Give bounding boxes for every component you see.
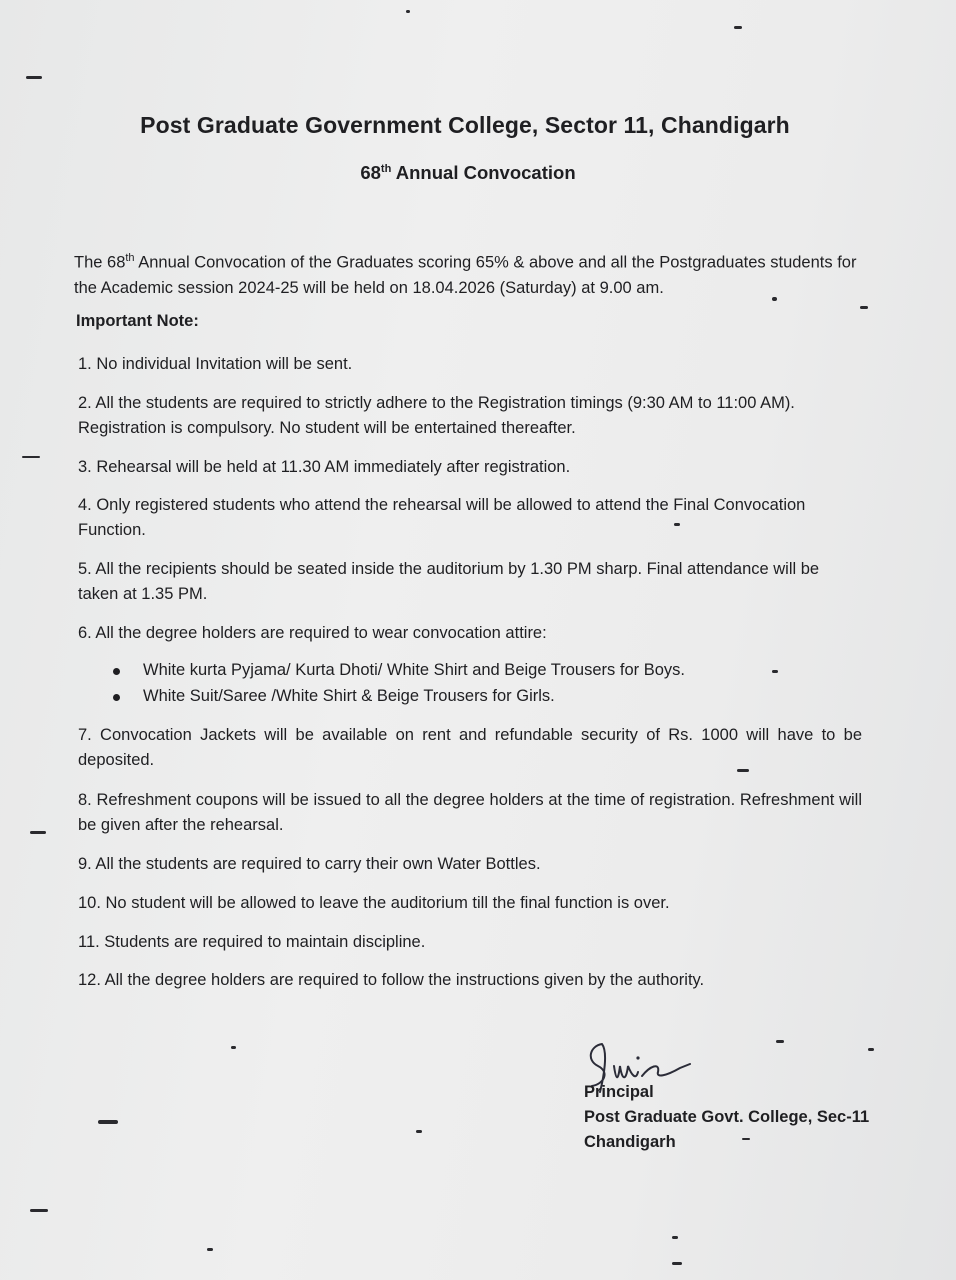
attire-list	[110, 657, 810, 709]
intro-prefix: The 68	[74, 253, 126, 272]
signatory-title: Principal	[584, 1083, 654, 1101]
paper-speck	[734, 26, 742, 29]
note-item-1: 1. No individual Invitation will be sent.	[78, 355, 353, 373]
attire-item-boys: White kurta Pyjama/ Kurta Dhoti/ White Shirt and Beige Trousers for Boys.	[110, 657, 810, 683]
paper-speck	[860, 306, 868, 309]
signatory-city: Chandigarh	[584, 1133, 676, 1151]
paper-speck	[207, 1248, 213, 1251]
note-item-3: 3. Rehearsal will be held at 11.30 AM immediately after registration.	[78, 458, 571, 476]
college-title: Post Graduate Government College, Sector 11, Chandigarh	[140, 112, 790, 138]
paper-speck	[98, 1120, 118, 1124]
paper-speck	[672, 1236, 678, 1239]
event-title-text: Annual Convocation	[391, 162, 576, 183]
note-item-6: 6. All the degree holders are required to wear convocation attire:	[78, 624, 547, 642]
paper-speck	[868, 1048, 874, 1051]
note-item-10: 10. No student will be allowed to leave the auditorium till the final function is over.	[78, 894, 670, 912]
paper-speck	[416, 1130, 422, 1133]
important-note-heading: Important Note:	[76, 312, 199, 330]
note-item-11: 11. Students are required to maintain discipline.	[78, 933, 426, 951]
signatory-block	[584, 1080, 869, 1155]
attire-item-girls: White Suit/Saree /White Shirt & Beige Trousers for Girls.	[110, 683, 810, 709]
paper-speck	[231, 1046, 236, 1049]
intro-ordinal: th	[125, 252, 135, 264]
paper-speck	[26, 76, 42, 79]
intro-paragraph	[74, 246, 864, 301]
event-title-number: 68	[360, 162, 381, 183]
note-item-5: 5. All the recipients should be seated inside the auditorium by 1.30 PM sharp. Final attendance will be taken at 1.35 PM.	[78, 560, 820, 603]
paper-speck	[406, 10, 410, 13]
paper-speck	[22, 456, 40, 458]
signatory-institution: Post Graduate Govt. College, Sec-11	[584, 1108, 870, 1126]
note-item-12: 12. All the degree holders are required to follow the instructions given by the authority.	[78, 971, 705, 989]
note-item-2: 2. All the students are required to strictly adhere to the Registration timings (9:30 AM to 11:00 AM). Registration is compulsory. No student will be entertained thereafter.	[78, 394, 795, 437]
paper-speck	[30, 1209, 48, 1212]
paper-speck	[30, 831, 46, 834]
paper-speck	[776, 1040, 784, 1043]
paper-speck	[672, 1262, 682, 1265]
note-item-9: 9. All the students are required to carry their own Water Bottles.	[78, 855, 541, 873]
note-item-7: 7. Convocation Jackets will be available on rent and refundable security of Rs. 1000 will have to be deposited.	[78, 726, 862, 769]
note-item-8: 8. Refreshment coupons will be issued to all the degree holders at the time of registration. Refreshment will be given after the rehearsal.	[78, 791, 862, 834]
intro-text: Annual Convocation of the Graduates scoring 65% & above and all the Postgraduates students for the Academic session 2024-25 will be held on 18.04.2026 (Saturday) at 9.00 am.	[74, 253, 857, 297]
note-item-4: 4. Only registered students who attend the rehearsal will be allowed to attend the Final Convocation Function.	[78, 496, 806, 539]
event-title	[0, 162, 936, 184]
event-title-ordinal: th	[380, 162, 392, 175]
